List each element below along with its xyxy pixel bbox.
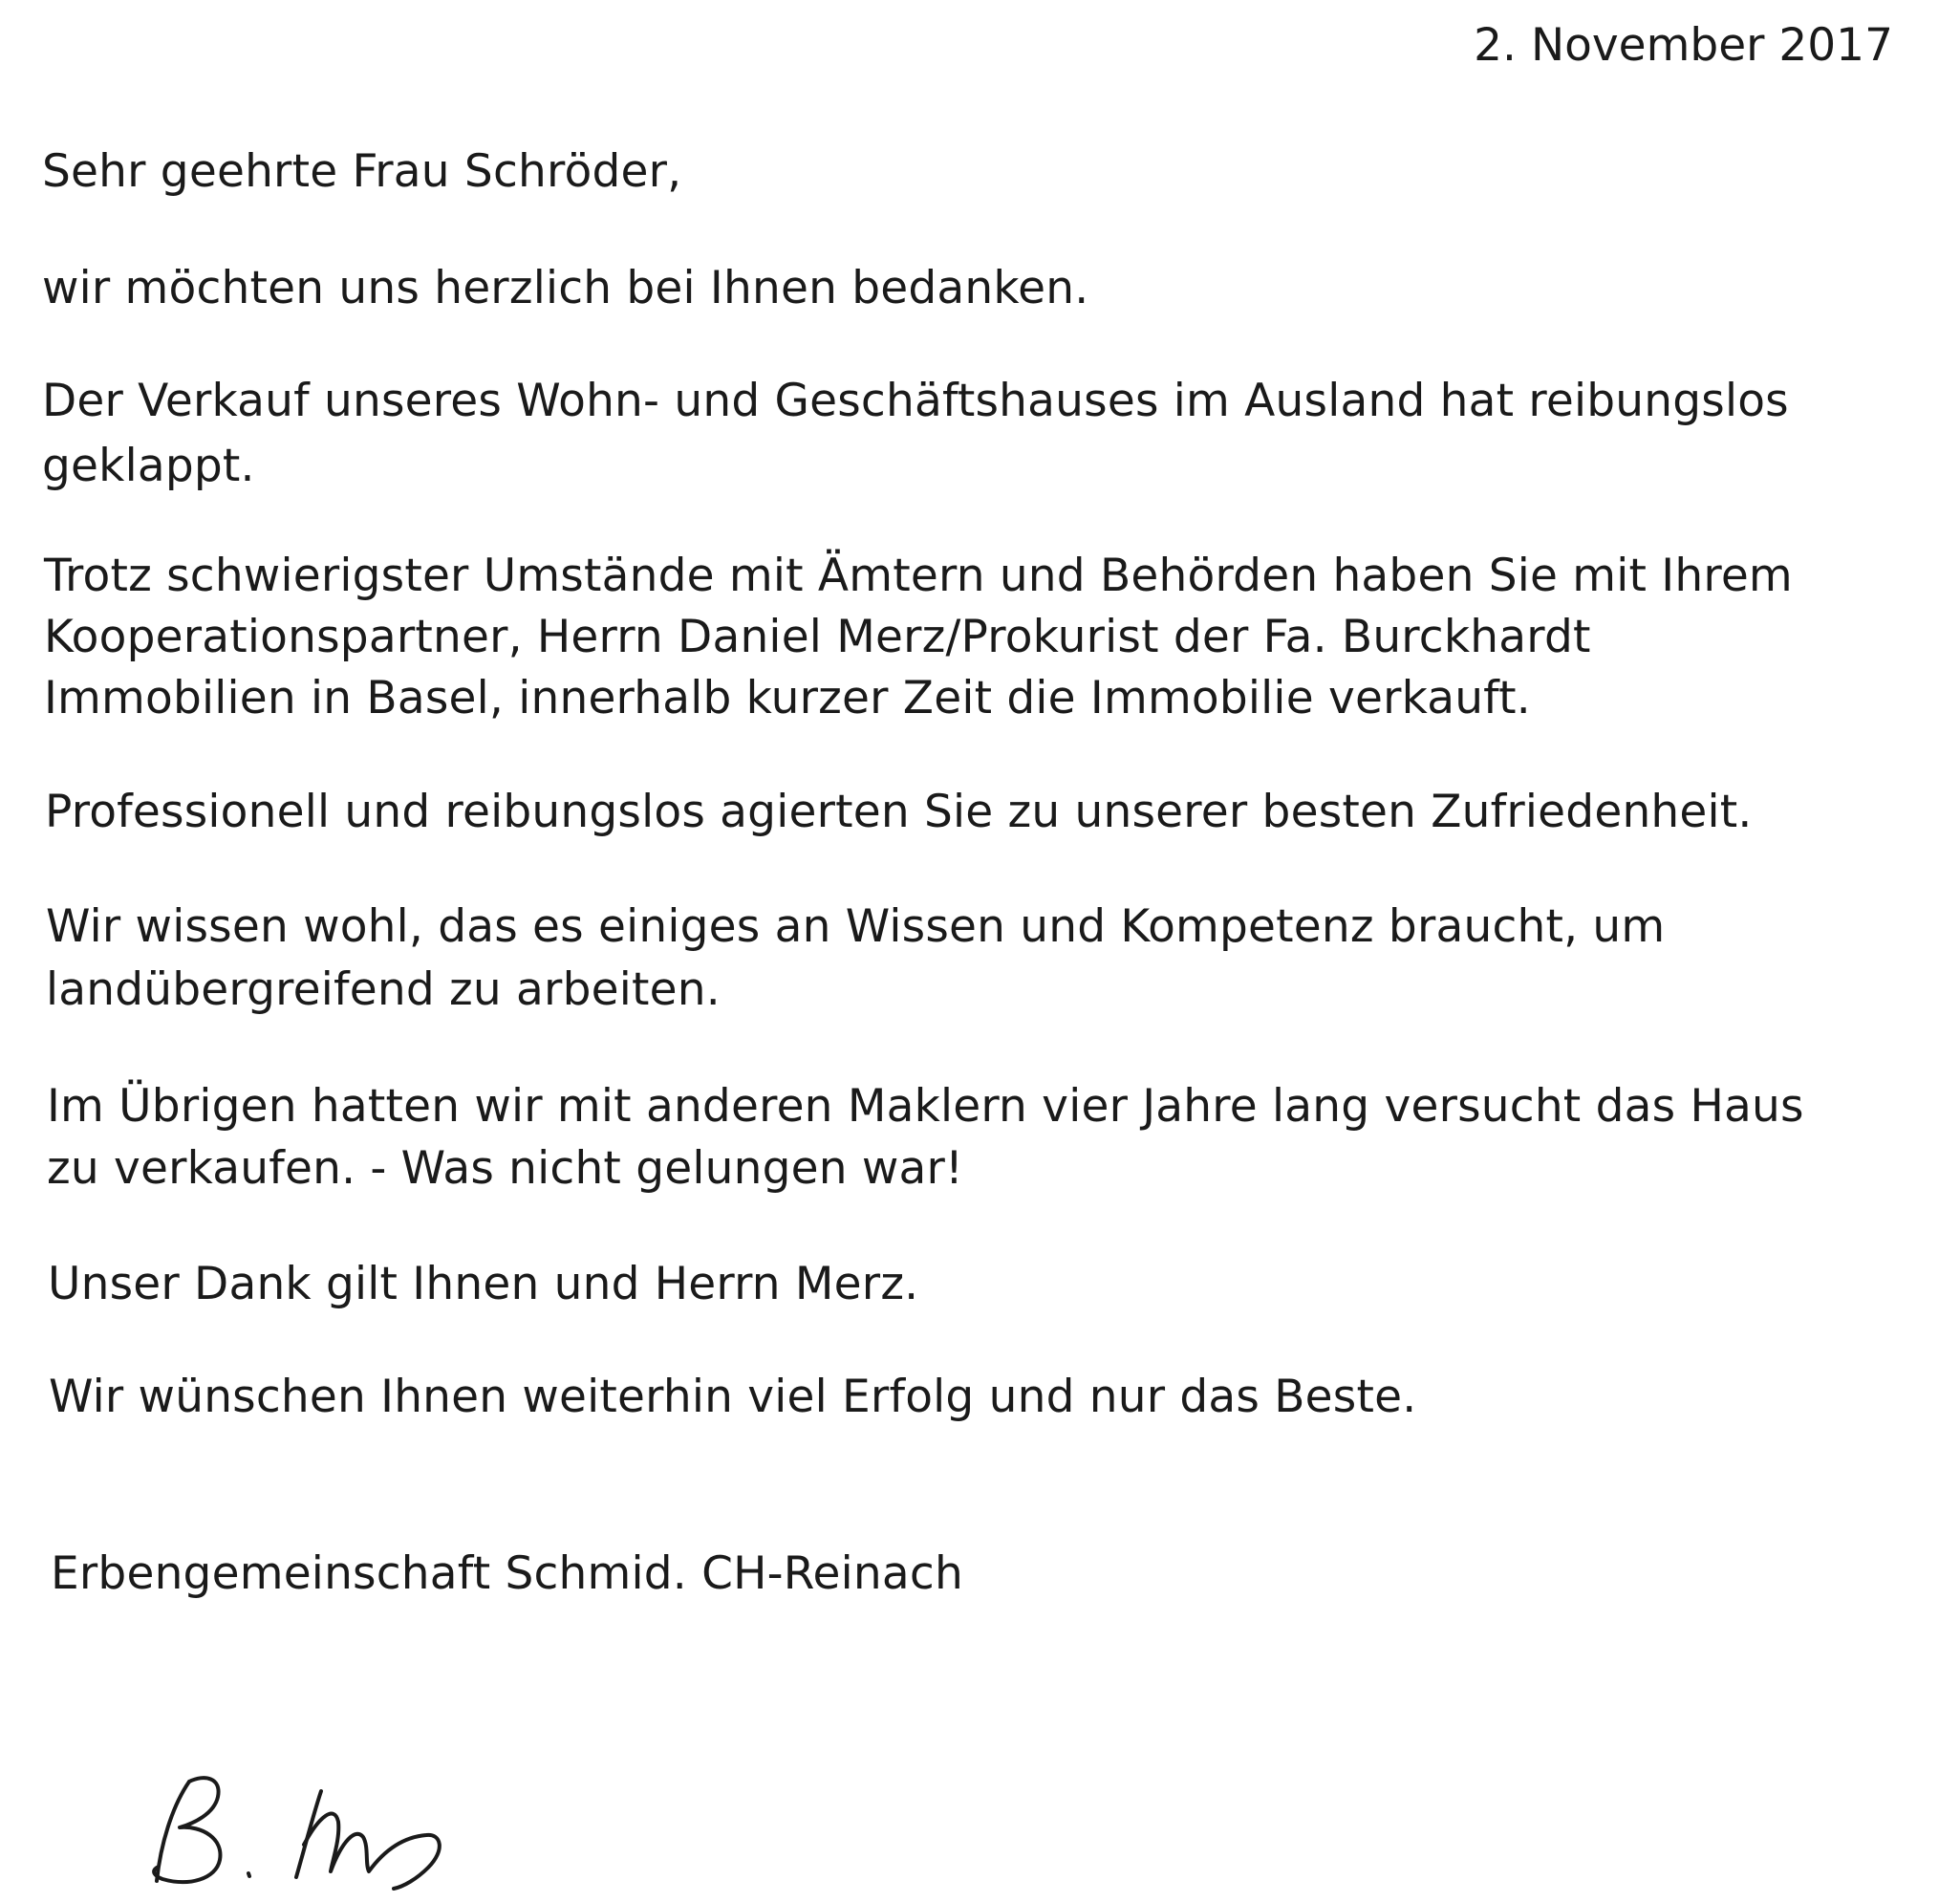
paragraph-2-line-2: geklappt. — [42, 440, 255, 492]
paragraph-7-line-1: Unser Dank gilt Ihnen und Herrn Merz. — [48, 1258, 919, 1310]
paragraph-5-line-1: Wir wissen wohl, das es einiges an Wissen und Kompetenz braucht, um — [46, 900, 1666, 953]
letter-date: 2. November 2017 — [1474, 19, 1893, 72]
paragraph-8-line-1: Wir wünschen Ihnen weiterhin viel Erfolg und nur das Beste. — [49, 1371, 1417, 1423]
paragraph-5-line-2: landübergreifend zu arbeiten. — [46, 963, 721, 1016]
sender-name: Erbengemeinschaft Schmid. CH-Reinach — [51, 1547, 963, 1600]
handwritten-signature — [143, 1768, 487, 1892]
paragraph-3-line-2: Kooperationspartner, Herrn Daniel Merz/Prokurist der Fa. Burckhardt — [44, 611, 1591, 663]
paragraph-1-line-1: wir möchten uns herzlich bei Ihnen bedanken. — [42, 262, 1089, 314]
paragraph-6-line-1: Im Übrigen hatten wir mit anderen Maklern vier Jahre lang versucht das Haus — [47, 1080, 1804, 1133]
paragraph-3-line-1: Trotz schwierigster Umstände mit Ämtern und Behörden haben Sie mit Ihrem — [44, 550, 1793, 602]
paragraph-2-line-1: Der Verkauf unseres Wohn- und Geschäftshauses im Ausland hat reibungslos — [42, 375, 1789, 427]
paragraph-3-line-3: Immobilien in Basel, innerhalb kurzer Zeit die Immobilie verkauft. — [44, 672, 1531, 724]
paragraph-4-line-1: Professionell und reibungslos agierten Sie zu unserer besten Zufriedenheit. — [45, 786, 1753, 838]
paragraph-6-line-2: zu verkaufen. - Was nicht gelungen war! — [47, 1142, 964, 1195]
salutation: Sehr geehrte Frau Schröder, — [42, 145, 682, 198]
